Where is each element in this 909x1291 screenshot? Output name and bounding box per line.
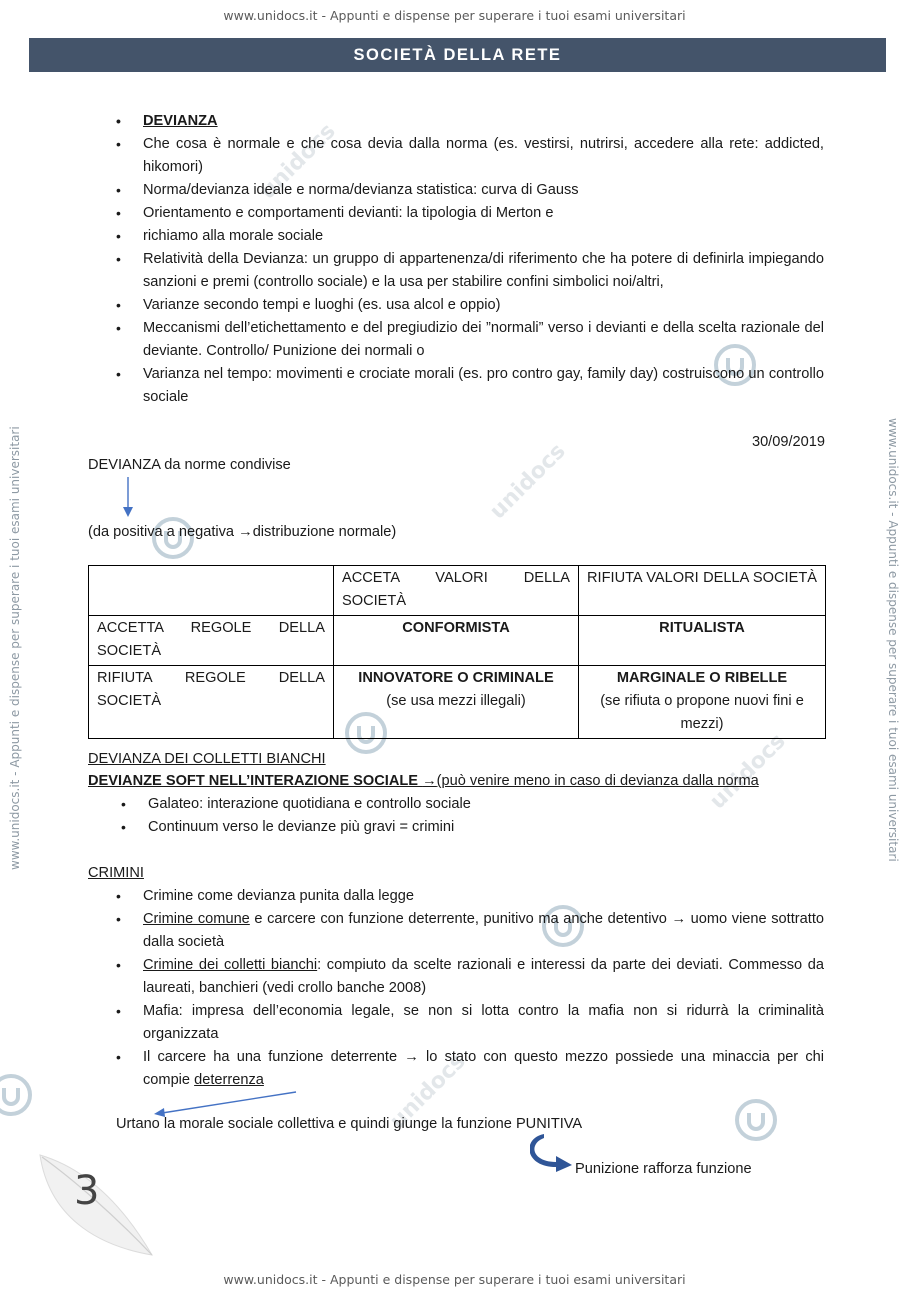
crimini-heading: CRIMINI — [88, 865, 144, 881]
watermark-faint: unidocs — [385, 1048, 471, 1135]
underlined-term: Crimine dei colletti bianchi — [143, 957, 318, 973]
list-item: • Continuum verso le devianze più gravi = crimini — [148, 816, 818, 839]
table-col-header: ACCETA VALORI DELLA SOCIETÀ — [334, 566, 579, 616]
soft-part3: (può venire meno in caso di devianza dalla norma — [436, 773, 759, 789]
unidocs-logo-icon — [733, 1097, 779, 1143]
table-row — [89, 616, 826, 666]
list-item: • Orientamento e comportamenti devianti: la tipologia di Merton e — [143, 202, 824, 225]
page-title: SOCIETÀ DELLA RETE — [29, 38, 886, 72]
list-item-text: Il carcere ha una funzione deterrente → lo stato con questo mezzo possiede una minaccia per chi compie — [143, 1049, 824, 1088]
distribuzione-line — [88, 521, 396, 544]
list-item — [143, 908, 824, 954]
list-item-text: Crimine come devianza punita dalla legge — [143, 888, 414, 904]
list-item: • Galateo: interazione quotidiana e controllo sociale — [148, 793, 818, 816]
devianze-soft-line — [88, 770, 759, 793]
cell-note: (se rifiuta o propone nuovi fini e mezzi) — [600, 693, 804, 732]
date-label: 30/09/2019 — [751, 434, 825, 450]
distribuzione-text-start: (da positiva a negativa — [88, 524, 239, 540]
cell-title: MARGINALE O RIBELLE — [616, 670, 788, 686]
soft-part2: INTERAZIONE SOCIALE — [250, 773, 423, 789]
cell-note: (se usa mezzi illegali) — [386, 693, 526, 709]
cell-title: INNOVATORE O CRIMINALE — [358, 670, 554, 686]
underlined-term: deterrenza — [194, 1072, 264, 1088]
list-item — [143, 1000, 824, 1046]
crimini-list — [143, 885, 824, 1092]
list-item: • Meccanismi dell’etichettamento e del pregiudizio dei ”normali” verso i devianti e della scelta razionale del deviante. Controllo/ Punizione dei normali o — [143, 317, 824, 363]
watermark-right: www.unidocs.it - Appunti e dispense per superare i tuoi esami universitari — [886, 418, 900, 862]
page-number: 3 — [74, 1168, 100, 1214]
table-cell — [334, 666, 579, 739]
table-row — [89, 666, 826, 739]
punizione-note: Punizione rafforza funzione — [575, 1161, 752, 1177]
table-corner-cell — [89, 566, 334, 616]
list-item: • richiamo alla morale sociale — [143, 225, 824, 248]
watermark-faint: unidocs — [485, 438, 571, 525]
list-item-text: e carcere con funzione deterrente, punitivo ma anche detentivo → uomo viene sottratto dalla società — [143, 911, 824, 950]
unidocs-logo-icon — [0, 1072, 34, 1118]
watermark-faint: unidocs — [255, 118, 341, 205]
table-col-header: RIFIUTA VALORI DELLA SOCIETÀ — [579, 566, 826, 616]
watermark-bottom: www.unidocs.it - Appunti e dispense per superare i tuoi esami universitari — [223, 1272, 686, 1287]
right-arrow-icon: → — [238, 524, 253, 540]
list-item-text: : compiuto da scelte razionali e interessi da parte dei deviati. Commesso da laureati, banchieri (vedi crollo banche 2008) — [143, 957, 824, 996]
table-cell: RITUALISTA — [579, 616, 826, 666]
colletti-bianchi-heading: DEVIANZA DEI COLLETTI BIANCHI — [88, 751, 326, 767]
list-item: • Varianza nel tempo: movimenti e crociate morali (es. pro contro gay, family day) costruiscono un controllo sociale — [143, 363, 824, 409]
list-item-text: Mafia: impresa dell’economia legale, se non si lotta contro la mafia non si ridurrà la criminalità organizzata — [143, 1003, 824, 1042]
norme-condivise-line: DEVIANZA da norme condivise — [88, 457, 291, 473]
list-item — [143, 954, 824, 1000]
soft-part1: DEVIANZE SOFT NELL’ — [88, 773, 251, 789]
list-item — [143, 885, 824, 908]
table-cell — [579, 666, 826, 739]
down-arrow-icon — [120, 477, 136, 519]
list-item — [143, 1046, 824, 1092]
table-row-header: ACCETTA REGOLE DELLA SOCIETÀ — [89, 616, 334, 666]
underlined-term: Crimine comune — [143, 911, 250, 927]
list-item: • Che cosa è normale e che cosa devia dalla norma (es. vestirsi, nutrirsi, accedere alla rete: addicted, hikomori) — [143, 133, 824, 179]
list-item: • Norma/devianza ideale e norma/devianza statistica: curva di Gauss — [143, 179, 824, 202]
watermark-left: www.unidocs.it - Appunti e dispense per superare i tuoi esami universitari — [8, 426, 22, 870]
curved-arrow-icon — [530, 1132, 578, 1172]
table-cell: CONFORMISTA — [334, 616, 579, 666]
watermark-top: www.unidocs.it - Appunti e dispense per superare i tuoi esami universitari — [223, 8, 686, 23]
list-item: • Relatività della Devianza: un gruppo di appartenenza/di riferimento che ha potere di definirla impiegando sanzioni e premi (controllo sociale) e la usa per stabilire confini simbolici noi/altri, — [143, 248, 824, 294]
urtano-line: Urtano la morale sociale collettiva e quindi giunge la funzione PUNITIVA — [116, 1116, 583, 1132]
distribuzione-text-end: distribuzione normale) — [252, 524, 397, 540]
right-arrow-icon: → — [422, 773, 437, 789]
devianza-list — [143, 110, 824, 409]
table-header-row — [89, 566, 826, 616]
soft-list — [148, 793, 818, 839]
merton-typology-table — [88, 565, 826, 739]
list-item: • Varianze secondo tempi e luoghi (es. usa alcol e oppio) — [143, 294, 824, 317]
watermark-faint: unidocs — [705, 728, 791, 815]
list-item: • DEVIANZA — [143, 110, 824, 133]
table-row-header: RIFIUTA REGOLE DELLA SOCIETÀ — [89, 666, 334, 739]
